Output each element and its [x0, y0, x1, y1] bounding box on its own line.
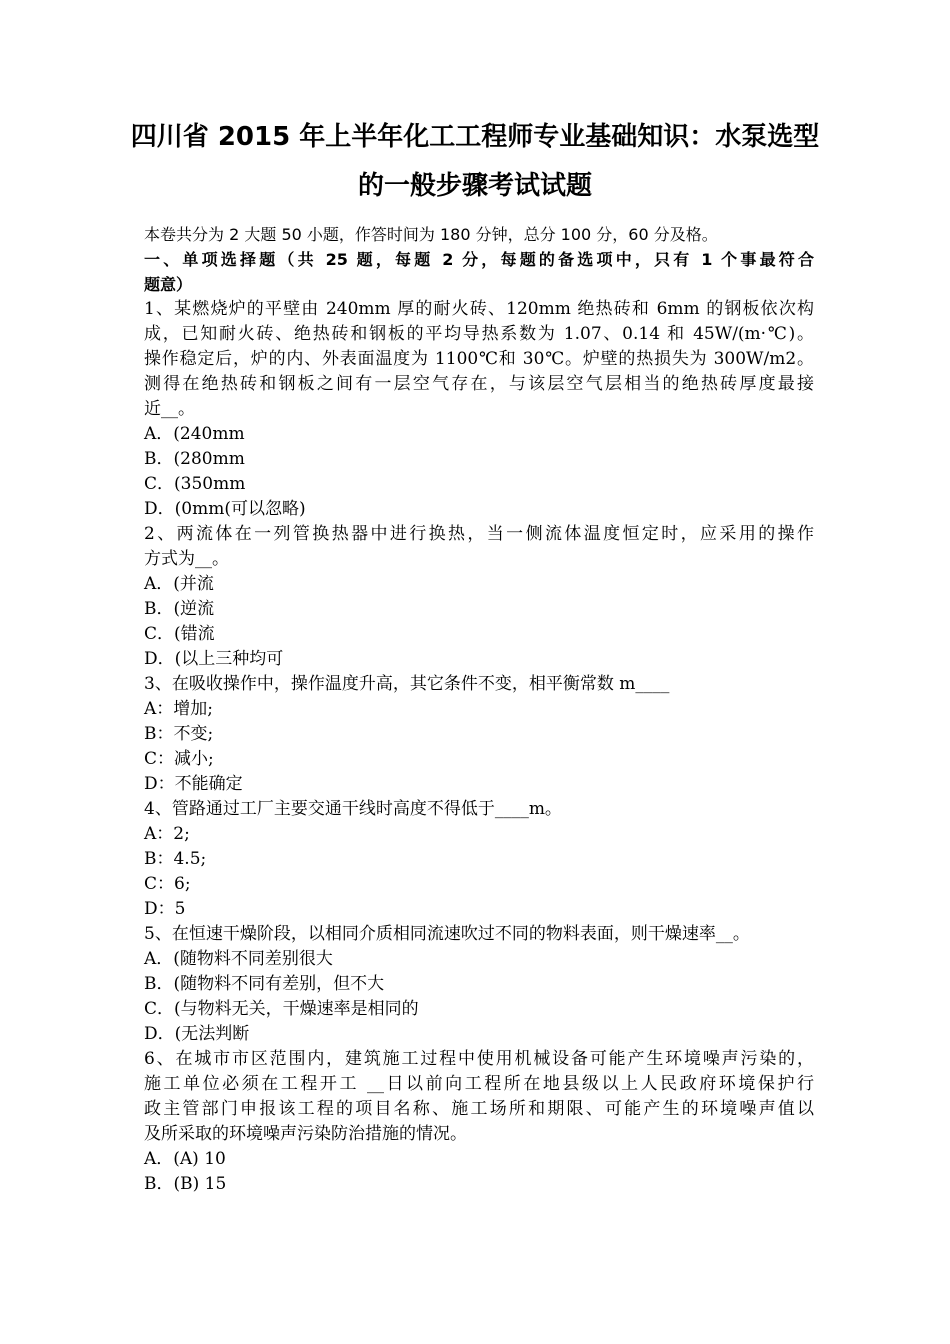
answer-option: B：4.5; — [144, 849, 207, 869]
question-1 — [144, 297, 814, 522]
question-2 — [144, 522, 814, 672]
question-text-line: 方式为__。 — [144, 549, 229, 569]
answer-option: C．(错流 — [144, 624, 215, 644]
question-text-line: 1、某燃烧炉的平壁由 240mm 厚的耐火砖、120mm 绝热砖和 6mm 的钢板依次构 — [144, 299, 814, 319]
answer-option: B．(280mm — [144, 449, 245, 469]
answer-option: C．(与物料无关，干燥速率是相同的 — [144, 999, 419, 1019]
answer-option: D：不能确定 — [144, 774, 243, 794]
question-text-line: 近__。 — [144, 399, 195, 419]
answer-option: C：6; — [144, 874, 191, 894]
question-text-line: 及所采取的环境噪声污染防治措施的情况。 — [144, 1124, 467, 1144]
question-text-line: 施工单位必须在工程开工 __日以前向工程所在地县级以上人民政府环境保护行 — [144, 1074, 814, 1094]
section-heading-line-2: 题意） — [144, 275, 193, 294]
exam-intro: 本卷共分为 2 大题 50 小题，作答时间为 180 分钟，总分 100 分，60 分及格。 — [144, 225, 718, 244]
question-5 — [144, 922, 814, 1047]
section-heading-line-1: 一、单项选择题（共 25 题，每题 2 分，每题的备选项中，只有 1 个事最符合 — [144, 250, 814, 269]
question-3 — [144, 672, 814, 797]
question-4 — [144, 797, 814, 922]
question-6 — [144, 1047, 814, 1197]
question-text-line: 成，已知耐火砖、绝热砖和钢板的平均导热系数为 1.07、0.14 和 45W/(m·℃)。 — [144, 324, 814, 344]
answer-option: A：2; — [144, 824, 190, 844]
question-text-line: 测得在绝热砖和钢板之间有一层空气存在，与该层空气层相当的绝热砖厚度最接 — [144, 374, 814, 394]
answer-option: D．(以上三种均可 — [144, 649, 284, 669]
question-text-line: 操作稳定后，炉的内、外表面温度为 1100℃和 30℃。炉壁的热损失为 300W/m2。 — [144, 349, 814, 369]
answer-option: A．(随物料不同差别很大 — [144, 949, 333, 969]
answer-option: A．(并流 — [144, 574, 214, 594]
answer-option: B．(逆流 — [144, 599, 215, 619]
answer-option: B．(B) 15 — [144, 1174, 227, 1194]
answer-option: A．(A) 10 — [144, 1149, 226, 1169]
answer-option: B．(随物料不同有差别，但不大 — [144, 974, 385, 994]
question-text-line: 3、在吸收操作中，操作温度升高，其它条件不变，相平衡常数 m____ — [144, 674, 670, 694]
document-title-line-1: 四川省 2015 年上半年化工工程师专业基础知识：水泵选型 — [130, 122, 820, 152]
document-body — [144, 222, 814, 1197]
answer-option: A．(240mm — [144, 424, 245, 444]
document-title-line-2: 的一般步骤考试试题 — [357, 171, 592, 201]
answer-option: C：减小; — [144, 749, 214, 769]
question-text-line: 6、在城市市区范围内，建筑施工过程中使用机械设备可能产生环境噪声污染的， — [144, 1049, 814, 1069]
question-text-line: 2、两流体在一列管换热器中进行换热，当一侧流体温度恒定时，应采用的操作 — [144, 524, 814, 544]
answer-option: C．(350mm — [144, 474, 246, 494]
question-text-line: 政主管部门申报该工程的项目名称、施工场所和期限、可能产生的环境噪声值以 — [144, 1099, 814, 1119]
question-text-line: 5、在恒速干燥阶段，以相同介质相同流速吹过不同的物料表面，则干燥速率__。 — [144, 924, 750, 944]
question-text-line: 4、管路通过工厂主要交通干线时高度不得低于____m。 — [144, 799, 562, 819]
answer-option: D．(无法判断 — [144, 1024, 250, 1044]
answer-option: A：增加; — [144, 699, 214, 719]
answer-option: B：不变; — [144, 724, 214, 744]
answer-option: D：5 — [144, 899, 186, 919]
answer-option: D．(0mm(可以忽略) — [144, 499, 306, 519]
